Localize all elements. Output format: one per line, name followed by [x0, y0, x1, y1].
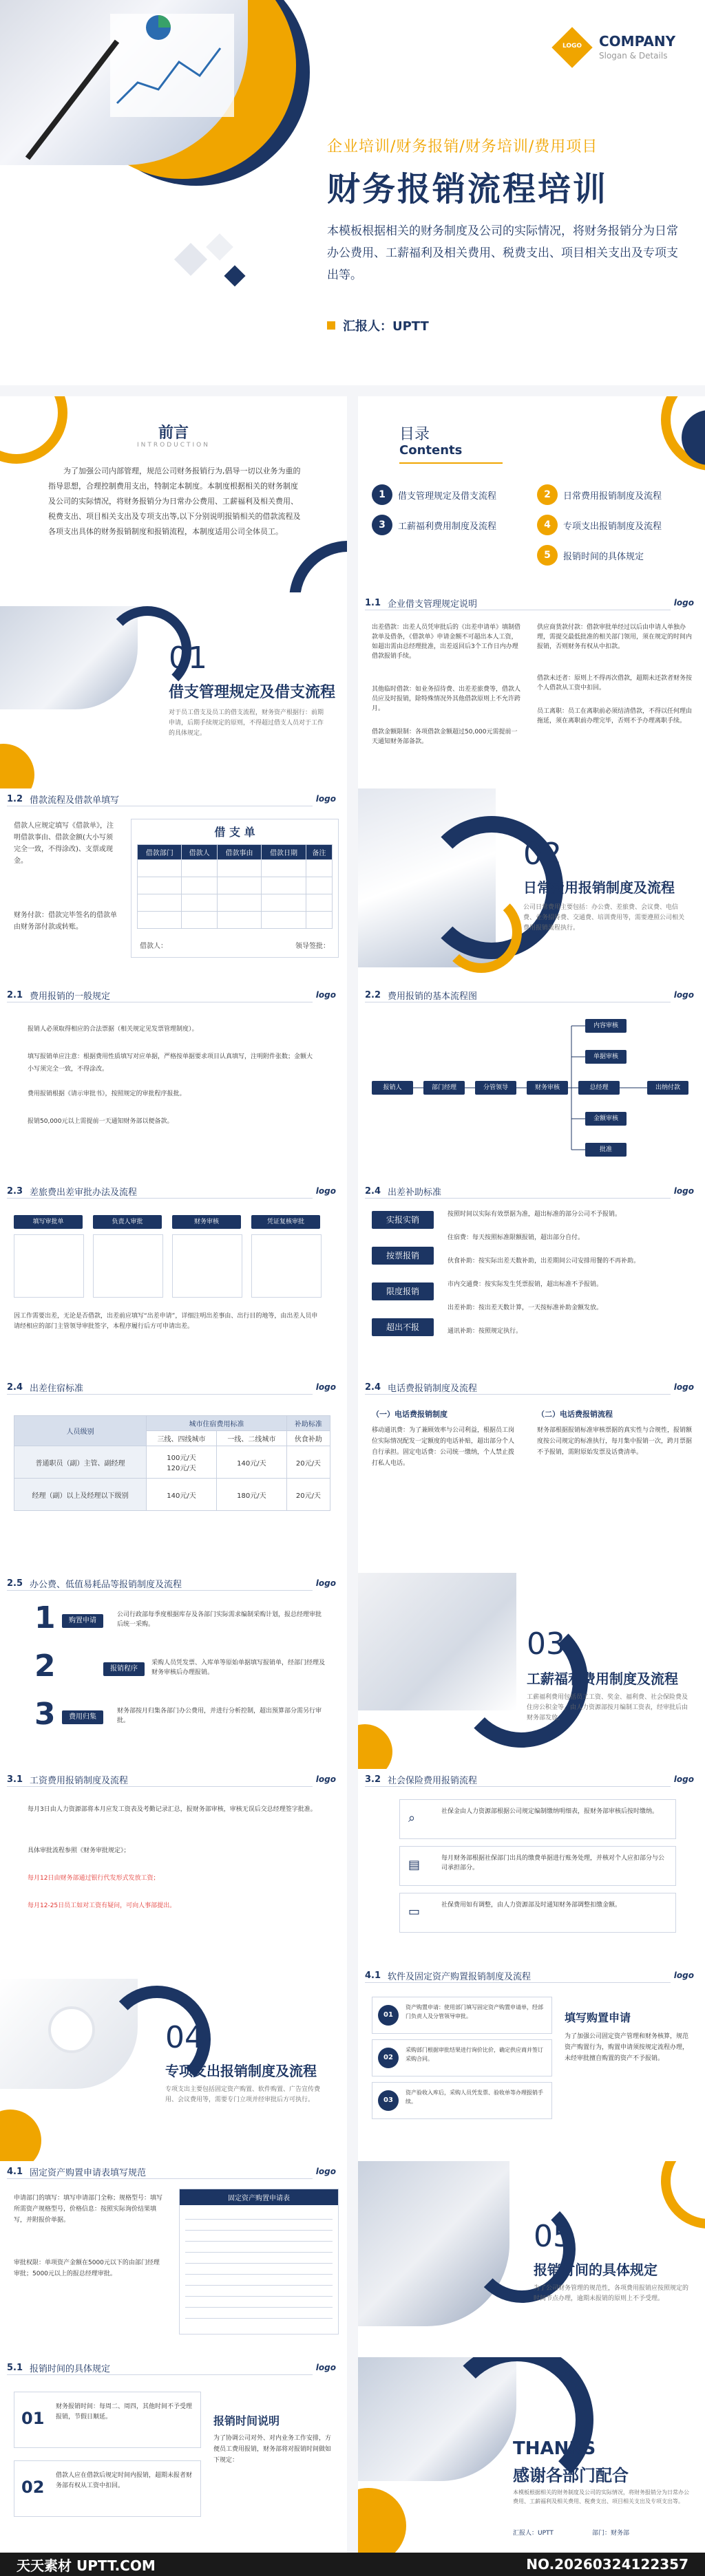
- s24c-logo: logo: [673, 1382, 694, 1392]
- s24b-sub: 伙食补助: [286, 1431, 330, 1446]
- s12-num: 1.2: [7, 793, 23, 804]
- preface-slide: [0, 396, 347, 592]
- s24b-table: [14, 1415, 330, 1511]
- s24-header: [358, 1181, 705, 1201]
- s24c-col2: 财务部根据报销标准审核票据的真实性与合规性，报销额度按公司规定的标准执行，每月集中报销一次，跨月票据不予报销，需附原始发票及话费清单。: [537, 1427, 693, 1456]
- s41b-form: [179, 2189, 339, 2334]
- s24-slide: [358, 1181, 705, 1377]
- table-row: [14, 1446, 330, 1479]
- s12-form-col: 借款日期: [262, 845, 306, 860]
- ch04-slide: [0, 1965, 347, 2161]
- s12-step-2: 财务付款：借款完毕签名的借款单由财务部付款或转账。: [14, 912, 117, 931]
- cover-logo-text: LOGO: [562, 43, 582, 50]
- watermark-right: NO.20260324122357: [526, 2556, 688, 2573]
- ch02-slide: [358, 788, 705, 985]
- ch02-num: 02: [523, 837, 562, 872]
- s21-item-3: 费用报销根据《请示审批书》，按照规定的审批程序报批。: [28, 1091, 186, 1097]
- s32-item-3: 社保费用如有调整，由人力资源部及时通知财务部调整扣缴金额。: [441, 1902, 622, 1909]
- ch04-text: 专项支出主要包括固定资产购置、软件购置、广告宣传费用、会议费用等，需要专门立项并经审批后方可执行。: [165, 2086, 321, 2103]
- toc-item-3[interactable]: 工薪福利费用制度及流程: [398, 522, 497, 532]
- s32-item-1: 社保金由人力资源部根据公司规定编制缴纳明细表，报财务部审核后按时缴纳。: [441, 1808, 659, 1815]
- s32-card-2: [399, 1846, 676, 1886]
- preface-deco-arc-2: [289, 541, 347, 592]
- s22-title: 费用报销的基本流程图: [388, 991, 478, 1002]
- ch05-orange-arc: [661, 2161, 705, 2229]
- s21-title: 费用报销的一般规定: [30, 991, 111, 1002]
- s41b-form-title: 固定资产购置申请表: [180, 2189, 338, 2205]
- s24b-slide: [0, 1377, 347, 1573]
- s51-logo: logo: [315, 2363, 336, 2372]
- cover-subtitle: 企业培训/财务报销/财务培训/费用项目: [327, 138, 598, 155]
- s41b-logo: logo: [315, 2167, 336, 2176]
- table-cell: 100元/天 120元/天: [147, 1446, 217, 1479]
- s24-line-5: 出差补助：按出差天数计算，一天按标准补助金额发放。: [448, 1305, 603, 1311]
- ch04-orange-dot: [0, 2110, 41, 2161]
- monitor-icon: ▭: [408, 1904, 421, 1919]
- s21-item-4: 报销50,000元以上需提前一天通知财务部以便备款。: [28, 1118, 173, 1125]
- cover-diamond-3: [224, 265, 245, 286]
- s24c-col1-title: （一）电话费报销制度: [372, 1410, 448, 1419]
- s32-header: [358, 1769, 705, 1790]
- s24b-th: 人员级别: [14, 1416, 147, 1446]
- s12-form-title: 借 支 单: [214, 826, 255, 839]
- s21-item-2: 填写报销单应注意：根据费用性质填写对应单据，严格按单据要求项目认真填写，注明附件张数；金额大小写须完全一致，不得涂改。: [28, 1053, 313, 1073]
- table-cell: 20元/天: [286, 1479, 330, 1511]
- s31-header: [0, 1769, 347, 1790]
- s23-box-1: 填写审批单: [14, 1215, 83, 1229]
- s41b-left2: 审批权限：单项资产金额在5000元以下的由部门经理审批；5000元以上的报总经理审批。: [14, 2260, 160, 2277]
- cover-reporter-marker: [327, 321, 335, 330]
- ch01-slide: [0, 592, 347, 788]
- s22-node-5: 总经理: [578, 1081, 620, 1095]
- s41-item-3: 资产验收入库后，采购人员凭发票、验收单等办理报销手续。: [406, 2090, 543, 2105]
- thanks-en: THANKS: [513, 2438, 596, 2459]
- s11-left-3: 借款金额限制：各项借款金额超过50,000元需提前一天通知财务部备款。: [372, 729, 518, 745]
- s22-connectors: [358, 985, 705, 1181]
- ch04-num: 04: [165, 2020, 204, 2055]
- s24c-col1: 移动通讯费：为了兼顾效率与公司利益，根据员工岗位实际情况配发一定额度的电话补贴，超出部分个人自行承担。固定电话费：公司统一缴纳，个人禁止拨打私人电话。: [372, 1427, 515, 1467]
- s25-n1: 1: [34, 1600, 56, 1635]
- s41-card-1-dot: 01: [378, 2005, 399, 2026]
- s24c-col2-title: （二）电话费报销流程: [537, 1410, 613, 1419]
- s24-line-6: 通讯补助：按照规定执行。: [448, 1328, 523, 1335]
- s32-item-2: 每月财务部根据社保部门出具的缴费单据进行账务处理，并核对个人应扣部分与公司承担部分。: [441, 1855, 665, 1871]
- s12-title: 借款流程及借款单填写: [30, 795, 120, 806]
- s11-slide: [358, 592, 705, 788]
- s24b-num: 2.4: [7, 1382, 23, 1393]
- s51-title: 报销时间的具体规定: [30, 2363, 111, 2374]
- s24-label-2: 按票报销: [372, 1247, 434, 1265]
- s24c-title: 电话费报销制度及流程: [388, 1383, 478, 1394]
- s25-header: [0, 1573, 347, 1593]
- s24b-sub: 一线、二线城市: [216, 1431, 286, 1446]
- s23-num: 2.3: [7, 1185, 23, 1196]
- s23-detail-4: [251, 1234, 322, 1298]
- ch01-title: 借支管理规定及借支流程: [169, 684, 336, 701]
- s41-side-title: 填写购置申请: [565, 2011, 631, 2024]
- ch02-title: 日常费用报销制度及流程: [523, 879, 675, 896]
- s24-line-3: 伙食补助：按实际出差天数补助，出差期间公司安排用餐的不再补助。: [448, 1258, 640, 1265]
- s12-form-table: [137, 844, 333, 929]
- toc-en: Contents: [399, 443, 463, 458]
- s24c-num: 2.4: [365, 1382, 381, 1393]
- preface-en: INTRODUCTION: [137, 442, 210, 449]
- thanks-text: 本模板根据相关的财务制度及公司的实际情况，将财务报销分为日常办公费用、工薪福利及相关费用、税费支出、项目相关支出及专项支出等。: [513, 2489, 689, 2504]
- s12-form-note: 借款人：: [140, 943, 167, 950]
- s11-left-2: 其他临时借款：如业务招待费、出差差旅费等，借款人员应及时报销，除特殊情况外其他借款原则上不允许跨月。: [372, 686, 521, 712]
- s51-card-2: [14, 2460, 201, 2517]
- s25-text-1: 公司行政部每季度根据库存及各部门实际需求编制采购计划，报总经理审批后统一采购。: [117, 1611, 322, 1628]
- s22-node-8: 单据审核: [585, 1050, 627, 1064]
- cover-desc: 本模板根据相关的财务制度及公司的实际情况，将财务报销分为日常办公费用、工薪福利及相关费用、税费支出、项目相关支出及专项支出等。: [327, 224, 678, 282]
- s24-label-1: 实报实销: [372, 1211, 434, 1229]
- s31-line-2: 具体审批流程参照《财务审批规定》；: [28, 1847, 130, 1854]
- toc-item-1[interactable]: 借支管理规定及借支流程: [398, 491, 497, 502]
- watermark-left: 天天素材 UPTT.COM: [17, 2557, 156, 2574]
- ch01-text: 对于员工借支及员工的借支流程，财务资产根据行：前期申请，后期手续规定的原则，不得超过借支人员对于工作的具体规定。: [169, 709, 324, 737]
- toc-item-5[interactable]: 报销时间的具体规定: [563, 552, 644, 562]
- s24-line-2: 住宿费：每天按照标准限额报销，超出部分自付。: [448, 1234, 585, 1241]
- cover-title: 财务报销流程培训: [327, 170, 609, 208]
- s32-logo: logo: [673, 1774, 694, 1784]
- preface-title: 前言: [158, 425, 189, 442]
- s31-logo: logo: [315, 1774, 336, 1784]
- table-cell: 140元/天: [147, 1479, 217, 1511]
- cover-diamond-1: [174, 243, 207, 276]
- ch01-num: 01: [169, 641, 207, 676]
- preface-text: 为了加强公司内部管理，规范公司财务报销行为,倡导一切以业务为重的指导思想，合理控制费用支出，特制定本制度。本制度根据相关的财务制度及公司的实际情况，将财务报销分为日常办公费用、工薪福利及相关费用、税费支出、项目相关支出及专项支出等,以下分别说明报销相关的借款流程及各项支出具体的财务报销制度和报销流程，本制度适用公司全体员工。: [48, 466, 301, 536]
- s41-slide: [358, 1965, 705, 2161]
- cover-chart-illustration: [0, 0, 248, 165]
- table-cell: 180元/天: [216, 1479, 286, 1511]
- cover-photo: [0, 0, 248, 165]
- s51-header: [0, 2357, 347, 2378]
- toc-slide: [358, 396, 705, 592]
- s12-form-col: 借款人: [182, 845, 217, 860]
- cover-company: COMPANY: [599, 33, 676, 50]
- s22-node-4: 财务审核: [527, 1081, 568, 1095]
- s22-node-6: 出纳付款: [647, 1081, 688, 1095]
- s24-label-4: 超出不报: [372, 1318, 434, 1336]
- s11-right-2: 借款未还者：原则上不得再次借款，超期未还款者财务按个人借款从工资中扣回。: [537, 675, 693, 691]
- s12-form-col: 备注: [306, 845, 332, 860]
- watermark-bar: [0, 2553, 705, 2576]
- s41-title: 软件及固定资产购置报销制度及流程: [388, 1971, 532, 1982]
- s12-step-1: 借款人应规定填写《借款单》，注明借款事由、借款金额(大小写须完全一致，不得涂改)、支票或现金。: [14, 822, 114, 865]
- s23-detail-1: [14, 1234, 84, 1298]
- s24b-header: [0, 1377, 347, 1397]
- search-icon: ⌕: [408, 1811, 416, 1825]
- s41-card-2: [372, 2039, 552, 2076]
- s11-right-3: 员工离职：员工在离职前必须结清借款，不得以任何理由拖延，须在离职前办理完毕，否则不予办理离职手续。: [537, 708, 693, 724]
- ch03-orange-dot: [358, 1724, 392, 1769]
- toc-item-4[interactable]: 专项支出报销制度及流程: [563, 522, 662, 532]
- toc-title: 目录: [399, 426, 430, 443]
- s24b-th: 补助标准: [286, 1416, 330, 1431]
- s32-card-3: [399, 1893, 676, 1933]
- thanks-orange-dot: [358, 2488, 406, 2553]
- s25-text-2: 采购人员凭发票、入库单等原始单据填写报销单，经部门经理及财务审核后办理报销。: [151, 1660, 326, 1676]
- s24c-slide: [358, 1377, 705, 1573]
- table-cell: 普通职员（副）主管、副经理: [14, 1446, 147, 1479]
- s41-logo: logo: [673, 1971, 694, 1980]
- s41-card-3: [372, 2082, 552, 2119]
- s51-text-1: 财务报销时间：每周二、周四，其他时间不予受理报销，节假日顺延。: [56, 2403, 193, 2421]
- s22-slide: [358, 985, 705, 1181]
- s22-node-2: 部门经理: [423, 1081, 465, 1095]
- s41b-left: 申请部门的填写：填写申请部门全称；规格型号：填写所需资产规格型号，价格信息：按照实际询价结果填写，并附报价单据。: [14, 2195, 163, 2224]
- s22-num: 2.2: [365, 989, 381, 1000]
- s24b-sub: 三线、四线城市: [147, 1431, 217, 1446]
- s25-num: 2.5: [7, 1578, 23, 1589]
- s23-detail-3: [172, 1234, 242, 1298]
- s41b-title: 固定资产购置申请表填写规范: [30, 2167, 147, 2178]
- s11-title: 企业借支管理规定说明: [388, 599, 478, 610]
- s25-text-3: 财务部按月归集各部门办公费用，并进行分析控制，超出预算部分需另行审批。: [117, 1708, 322, 1724]
- s23-box-3: 财务审核: [172, 1215, 241, 1229]
- s23-detail-2: [93, 1234, 163, 1298]
- s12-form-col: 借款部门: [138, 845, 182, 860]
- s32-slide: [358, 1769, 705, 1965]
- s32-card-1: [399, 1799, 676, 1839]
- s31-line-1: 每月3日由人力资源部将本月应发工资表及考勤记录汇总，报财务部审核，审核无误后交总经理签字批准。: [28, 1806, 317, 1813]
- ch04-title: 专项支出报销制度及流程: [165, 2063, 317, 2079]
- table-cell: 140元/天: [216, 1446, 286, 1479]
- s24-line-1: 按照时间以实际有效票据为准，超出标准的部分公司不予报销。: [448, 1211, 622, 1218]
- ch03-title: 工薪福利费用制度及流程: [527, 1671, 678, 1687]
- s11-logo: logo: [673, 598, 694, 608]
- ch03-num: 03: [527, 1627, 565, 1662]
- s23-slide: [0, 1181, 347, 1377]
- document-icon: ▤: [408, 1858, 421, 1872]
- s25-label-1: 购置申请: [62, 1614, 103, 1628]
- s25-logo: logo: [315, 1578, 336, 1588]
- s12-form: [131, 819, 339, 958]
- s51-num: 5.1: [7, 2362, 23, 2373]
- s41-num: 4.1: [365, 1970, 381, 1981]
- s41-item-2: 采购部门根据审批结果进行询价比价，确定供应商并签订采购合同。: [406, 2047, 543, 2062]
- s31-title: 工资费用报销制度及流程: [30, 1775, 129, 1786]
- cover-reporter: 汇报人：UPTT: [343, 319, 429, 334]
- s41b-header: [0, 2161, 347, 2182]
- ch01-orange-dot: [0, 744, 34, 788]
- s51-side-title: 报销时间说明: [213, 2414, 280, 2427]
- toc-underline: [399, 462, 503, 464]
- s22-node-10: 批准: [585, 1143, 627, 1157]
- s41b-form-grid: [185, 2209, 333, 2328]
- s41b-num: 4.1: [7, 2166, 23, 2177]
- s25-n2: 2: [34, 1649, 56, 1684]
- s25-label-3: 费用归集: [62, 1710, 103, 1724]
- s25-slide: [0, 1573, 347, 1769]
- s24-line-4: 市内交通费：按实际发生凭票报销，超出标准不予报销。: [448, 1281, 603, 1288]
- s11-right-1: 供应商货款付款：借款审批单经过以后由申请人单独办理，需提交最低批准的相关部门领用，须在规定的时间内报销，否则财务有权从中扣款。: [537, 624, 693, 650]
- s32-title: 社会保险费用报销流程: [388, 1775, 478, 1786]
- s24-num: 2.4: [365, 1185, 381, 1196]
- s11-header: [358, 592, 705, 613]
- s12-form-col: 借款事由: [217, 845, 261, 860]
- s31-line-3: 每月12日由财务部通过银行代发形式发放工资；: [28, 1875, 160, 1882]
- s12-slide: [0, 788, 347, 985]
- s21-slide: [0, 985, 347, 1181]
- toc-num-4: 4: [537, 515, 558, 535]
- s24-label-3: 限度报销: [372, 1282, 434, 1300]
- s51-side-text: 为了协调公司对外、对内业务工作安排，方便员工费用报销，财务部将对报销时间做如下规定：: [213, 2435, 332, 2464]
- table-cell: 20元/天: [286, 1446, 330, 1479]
- table-row: [14, 1479, 330, 1511]
- toc-item-2[interactable]: 日常费用报销制度及流程: [563, 491, 662, 502]
- s21-num: 2.1: [7, 989, 23, 1000]
- toc-num-2: 2: [537, 484, 558, 505]
- ch03-slide: [358, 1573, 705, 1769]
- s22-node-9: 金额审核: [585, 1112, 627, 1126]
- s23-title: 差旅费出差审批办法及流程: [30, 1187, 138, 1198]
- ch05-num: 05: [534, 2219, 572, 2254]
- s51-card-1: [14, 2392, 201, 2448]
- s41-item-1: 资产购置申请：使用部门填写固定资产购置申请单，经部门负责人及分管领导审批。: [406, 2004, 543, 2019]
- s24-title: 出差补助标准: [388, 1187, 442, 1198]
- ch05-slide: [358, 2161, 705, 2357]
- s23-header: [0, 1181, 347, 1201]
- s11-left-1: 出差借款：出差人员凭审批后的《出差申请单》填制借款单及借条，《借款单》申请金额不可超出本人工资，如超出需由总经理批准，出差返回后3个工作日内办理借款报销手续。: [372, 624, 521, 660]
- s21-item-1: 报销人必须取得相应的合法票据（相关规定见发票管理制度）。: [28, 1026, 198, 1033]
- s22-logo: logo: [673, 990, 694, 1000]
- s25-n3: 3: [34, 1697, 56, 1732]
- cover-diamond-2: [206, 233, 233, 261]
- ch02-text: 公司日常费用主要包括：办公费、差旅费、会议费、电信费、业务招待费、交通费、培训费用等，需要遵照公司相关费用报销流程执行。: [523, 904, 685, 932]
- s12-form-note2: 领导签批：: [295, 943, 330, 950]
- thanks-reporter: 汇报人：UPTT: [513, 2530, 554, 2537]
- cover-slogan: Slogan & Details: [599, 51, 668, 61]
- s23-logo: logo: [315, 1186, 336, 1196]
- s22-node-1: 报销人: [372, 1081, 413, 1095]
- s11-num: 1.1: [365, 597, 381, 608]
- ch05-text: 为了公司财务管理的规范性，各项费用报销应按照规定的时间节点办理，逾期未报销的原则上不予受理。: [534, 2285, 689, 2302]
- s41-header: [358, 1965, 705, 1986]
- s24b-title: 出差住宿标准: [30, 1383, 84, 1394]
- s32-num: 3.2: [365, 1774, 381, 1785]
- s51-n2: 02: [21, 2478, 45, 2497]
- ch02-orange-arc: [441, 892, 522, 973]
- ch03-text: 工薪福利费用包括员工工资、奖金、福利费、社会保险费及住房公积金等，由人力资源部按月编制工资表，经审批后由财务部发放。: [527, 1694, 688, 1721]
- s41-side-text: 为了加强公司固定资产管理和财务核算，规范资产购置行为，购置申请须按规定流程办理，未经审批擅自购置的资产不予报销。: [565, 2033, 689, 2062]
- s24c-header: [358, 1377, 705, 1397]
- s31-num: 3.1: [7, 1774, 23, 1785]
- s25-label-2: 报销程序: [103, 1662, 145, 1676]
- s21-logo: logo: [315, 990, 336, 1000]
- cover-slide: [0, 0, 705, 385]
- ch05-title: 报销时间的具体规定: [534, 2262, 657, 2278]
- s31-slide: [0, 1769, 347, 1965]
- toc-num-3: 3: [372, 515, 392, 535]
- s21-header: [0, 985, 347, 1005]
- s41b-slide: [0, 2161, 347, 2357]
- s12-logo: logo: [315, 794, 336, 804]
- s41-card-3-dot: 03: [378, 2090, 399, 2111]
- s22-node-3: 分管领导: [475, 1081, 516, 1095]
- s23-box-4: 凭证复核审批: [251, 1215, 320, 1229]
- s25-title: 办公费、低值易耗品等报销制度及流程: [30, 1579, 182, 1590]
- s41-card-1: [372, 1997, 552, 2034]
- thanks-cn: 感谢各部门配合: [513, 2466, 629, 2485]
- toc-num-5: 5: [537, 545, 558, 566]
- s24-logo: logo: [673, 1186, 694, 1196]
- s51-slide: [0, 2357, 347, 2553]
- thanks-slide: [358, 2357, 705, 2553]
- s23-note: 因工作需要出差，无论是否借款，出差前应填写“出差申请”，详细注明出差事由、出行目的地等，由出差人员申请经相应的部门主管领导审批签字，本程序履行后方可申请出差。: [14, 1313, 318, 1330]
- s24b-logo: logo: [315, 1382, 336, 1392]
- s24b-th: 城市住宿费用标准: [147, 1416, 287, 1431]
- thanks-dept: 部门：财务部: [592, 2530, 630, 2537]
- coffee-cup: [48, 2006, 95, 2053]
- s12-header: [0, 788, 347, 809]
- s22-node-7: 内容审核: [585, 1019, 627, 1033]
- s51-n1: 01: [21, 2409, 45, 2428]
- toc-num-1: 1: [372, 484, 392, 505]
- s31-line-4: 每月12-25日员工如对工资有疑问，可向人事部提出。: [28, 1902, 176, 1909]
- s51-text-2: 借款人应在借款后规定时间内报销，超期未报者财务部有权从工资中扣回。: [56, 2472, 193, 2489]
- s41-card-2-dot: 02: [378, 2048, 399, 2068]
- s23-box-2: 负责人审批: [93, 1215, 162, 1229]
- table-cell: 经理（副）以上及经理以下级别: [14, 1479, 147, 1511]
